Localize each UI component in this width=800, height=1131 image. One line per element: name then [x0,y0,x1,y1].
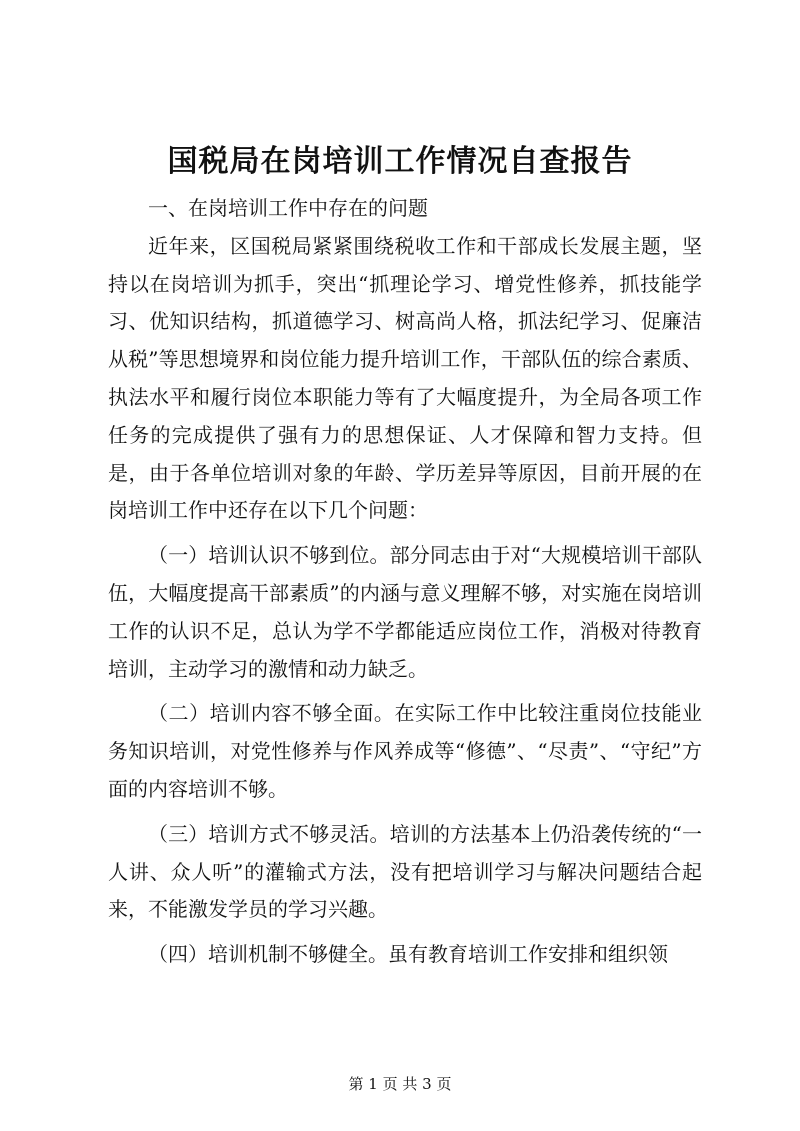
body-paragraph: （一）培训认识不够到位。部分同志由于对“大规模培训干部队伍，大幅度提高干部素质”的内涵与意义理解不够，对实施在岗培训工作的认识不足，总认为学不学都能适应岗位工作，消极对待教育培训，主动学习的激情和动力缺乏。 [108,543,702,681]
body-paragraph: （三）培训方式不够灵活。培训的方法基本上仍沿袭传统的“一人讲、众人听”的灌输式方法，没有把培训学习与解决问题结合起来，不能激发学员的学习兴趣。 [108,821,702,922]
page-number-footer: 第 1 页 共 3 页 [348,1075,452,1093]
body-paragraph: 近年来，区国税局紧紧围绕税收工作和干部成长发展主题，坚持以在岗培训为抓手，突出“抓理论学习、增党性修养，抓技能学习、优知识结构，抓道德学习、树高尚人格，抓法纪学习、促廉洁从税”等思想境界和岗位能力提升培训工作，干部队伍的综合素质、执法水平和履行岗位本职能力等有了大幅度提升，为全局各项工作任务的完成提供了强有力的思想保证、人才保障和智力支持。但是，由于各单位培训对象的年龄、学历差异等原因，目前开展的在岗培训工作中还存在以下几个问题： [108,233,702,523]
body-paragraph: （二）培训内容不够全面。在实际工作中比较注重岗位技能业务知识培训，对党性修养与作风养成等“修德”、“尽责”、“守纪”方面的内容培训不够。 [108,701,702,801]
body-paragraph: （四）培训机制不够健全。虽有教育培训工作安排和组织领 [148,942,668,967]
document-title: 国税局在岗培训工作情况自查报告 [167,144,633,179]
document-body [108,190,702,974]
section-heading: 一、在岗培训工作中存在的问题 [148,196,428,220]
